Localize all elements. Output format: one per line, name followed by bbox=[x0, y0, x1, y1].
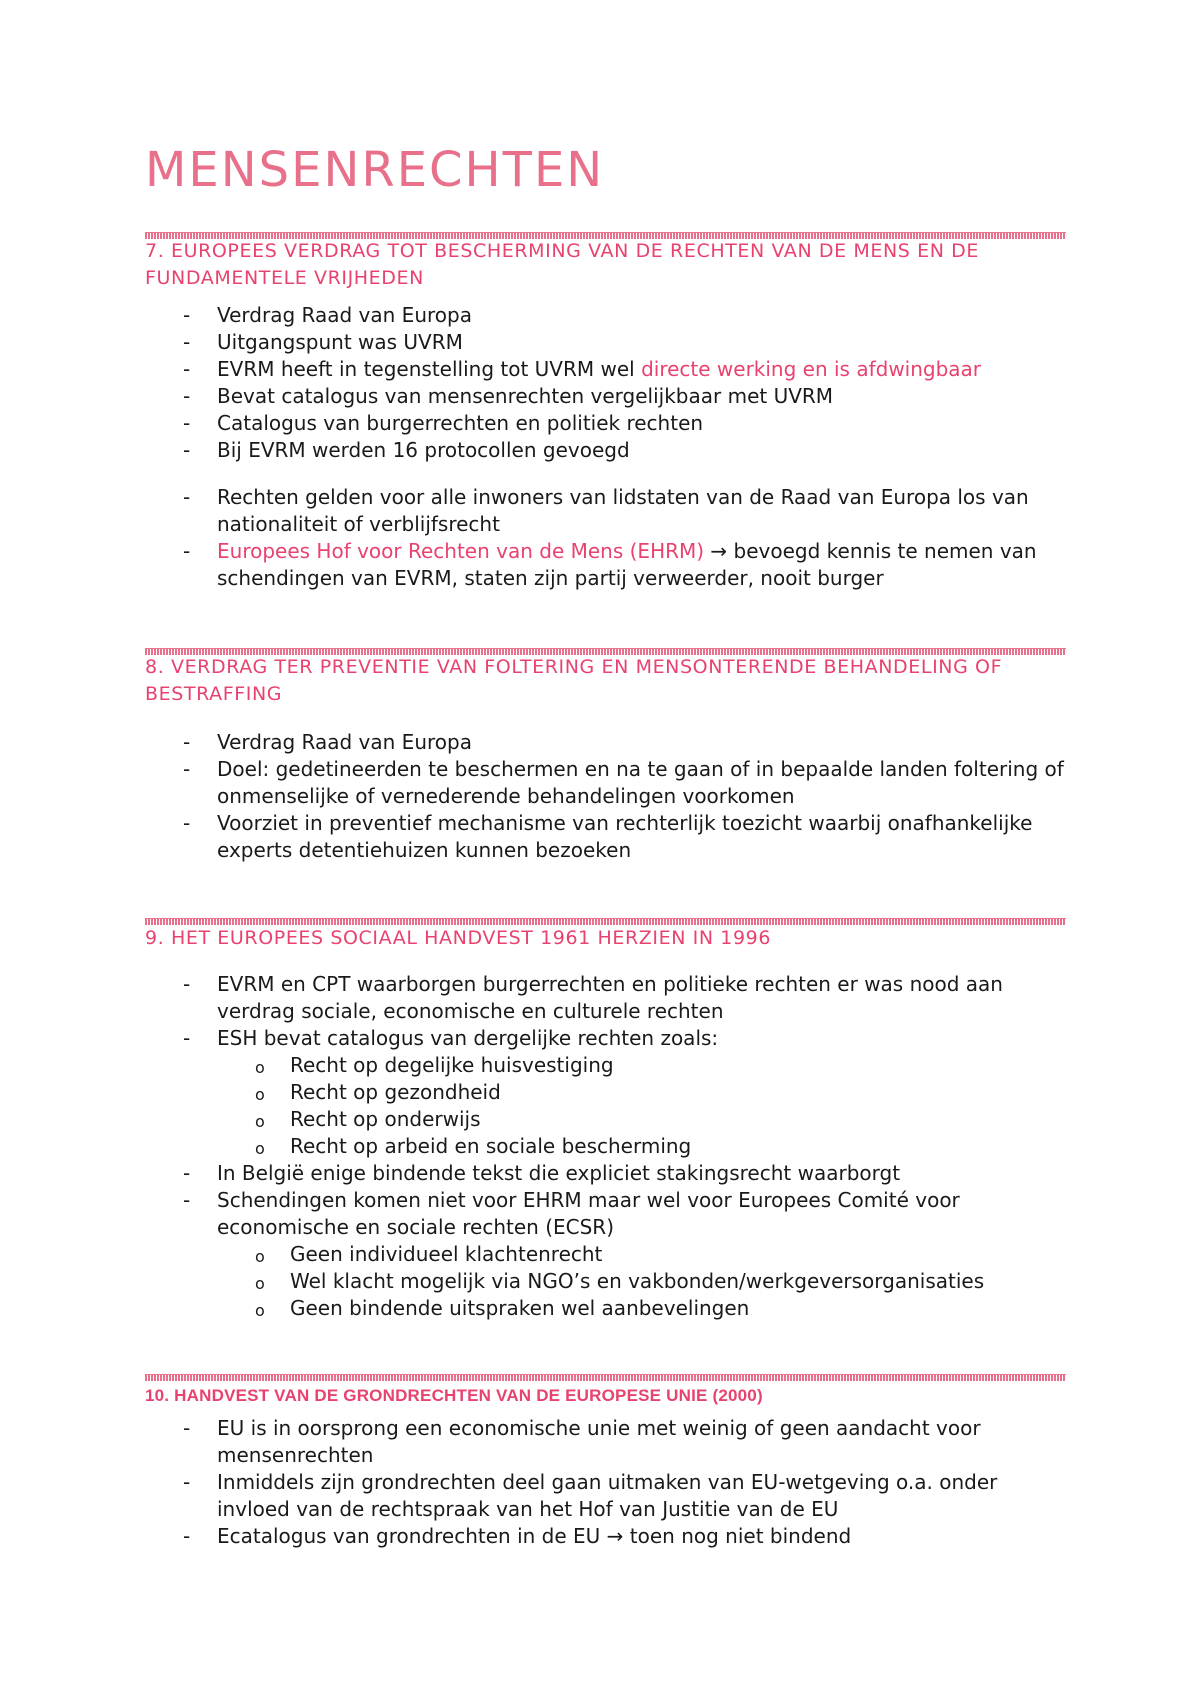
list-item: - EVRM en CPT waarborgen burgerrechten en politieke rechten er was nood aan verdrag sociale, economische en culturele rechten bbox=[145, 971, 1065, 1025]
list-item bbox=[145, 1025, 1065, 1160]
list-item: - Inmiddels zijn grondrechten deel gaan uitmaken van EU-wetgeving o.a. onder invloed van de rechtspraak van het Hof van Justitie van de EU bbox=[145, 1469, 1065, 1523]
sub-list-item: o Wel klacht mogelijk via NGO’s en vakbonden/werkgeversorganisaties bbox=[145, 1268, 1065, 1295]
list-item: - Uitgangspunt was UVRM bbox=[145, 329, 1065, 356]
list-item: - EU is in oorsprong een economische unie met weinig of geen aandacht voor mensenrechten bbox=[145, 1415, 1065, 1469]
list-item: - Verdrag Raad van Europa bbox=[145, 302, 1065, 329]
section-8-heading: 8. VERDRAG TER PREVENTIE VAN FOLTERING EN MENSONTERENDE BEHANDELING OF BESTRAFFING bbox=[145, 656, 1003, 705]
highlighted-text: Europees Hof voor Rechten van de Mens (EHRM) bbox=[217, 539, 705, 563]
sub-list-item: o Geen bindende uitspraken wel aanbevelingen bbox=[145, 1295, 1065, 1322]
list-item: - In België enige bindende tekst die expliciet stakingsrecht waarborgt bbox=[145, 1160, 1065, 1187]
item-text: EVRM heeft in tegenstelling tot UVRM wel bbox=[217, 357, 642, 381]
sub-list-item: o Recht op onderwijs bbox=[145, 1106, 1065, 1133]
list-item: - Ecatalogus van grondrechten in de EU → toen nog niet bindend bbox=[145, 1523, 1065, 1550]
section-9-heading: 9. HET EUROPEES SOCIAAL HANDVEST 1961 HERZIEN IN 1996 bbox=[145, 927, 772, 949]
sub-list-item: o Recht op gezondheid bbox=[145, 1079, 1065, 1106]
list-item bbox=[145, 538, 1065, 592]
section-8-list bbox=[145, 729, 1065, 864]
list-item bbox=[145, 1187, 1065, 1322]
sub-list bbox=[217, 1241, 1065, 1322]
list-item: - Bevat catalogus van mensenrechten vergelijkbaar met UVRM bbox=[145, 383, 1065, 410]
list-item: - Verdrag Raad van Europa bbox=[145, 729, 1065, 756]
section-7-heading: 7. EUROPEES VERDRAG TOT BESCHERMING VAN DE RECHTEN VAN DE MENS EN DE FUNDAMENTELE VRIJHEDEN bbox=[145, 240, 979, 289]
list-item: - Catalogus van burgerrechten en politiek rechten bbox=[145, 410, 1065, 437]
list-item: - Rechten gelden voor alle inwoners van lidstaten van de Raad van Europa los van nationaliteit of verblijfsrecht bbox=[145, 484, 1065, 538]
item-text: → bevoegd kennis te nemen van schendingen van EVRM, staten zijn partij verweerder, nooit burger bbox=[217, 539, 1037, 590]
list-item: - Bij EVRM werden 16 protocollen gevoegd bbox=[145, 437, 1065, 464]
section-10-heading: 10. HANDVEST VAN DE GRONDRECHTEN VAN DE EUROPESE UNIE (2000) bbox=[145, 1386, 763, 1405]
sub-list-item: o Recht op degelijke huisvestiging bbox=[145, 1052, 1065, 1079]
section-7-list bbox=[145, 302, 1065, 592]
list-item: - Voorziet in preventief mechanisme van rechterlijk toezicht waarbij onafhankelijke experts detentiehuizen kunnen bezoeken bbox=[145, 810, 1065, 864]
item-text: ESH bevat catalogus van dergelijke rechten zoals: bbox=[217, 1026, 719, 1050]
sub-list bbox=[217, 1052, 1065, 1160]
section-divider bbox=[145, 918, 1066, 925]
section-9-list bbox=[145, 971, 1065, 1322]
section-divider bbox=[145, 1374, 1066, 1381]
section-10-list bbox=[145, 1415, 1065, 1550]
page-title: MENSENRECHTEN bbox=[145, 142, 605, 198]
item-text: Schendingen komen niet voor EHRM maar wel voor Europees Comité voor economische en sociale rechten (ECSR) bbox=[217, 1188, 960, 1239]
sub-list-item: o Geen individueel klachtenrecht bbox=[145, 1241, 1065, 1268]
sub-list-item: o Recht op arbeid en sociale bescherming bbox=[145, 1133, 1065, 1160]
highlighted-text: directe werking en is afdwingbaar bbox=[641, 357, 982, 381]
list-item bbox=[145, 356, 1065, 383]
list-item: - Doel: gedetineerden te beschermen en na te gaan of in bepaalde landen foltering of onmenselijke of vernederende behandelingen voorkomen bbox=[145, 756, 1065, 810]
